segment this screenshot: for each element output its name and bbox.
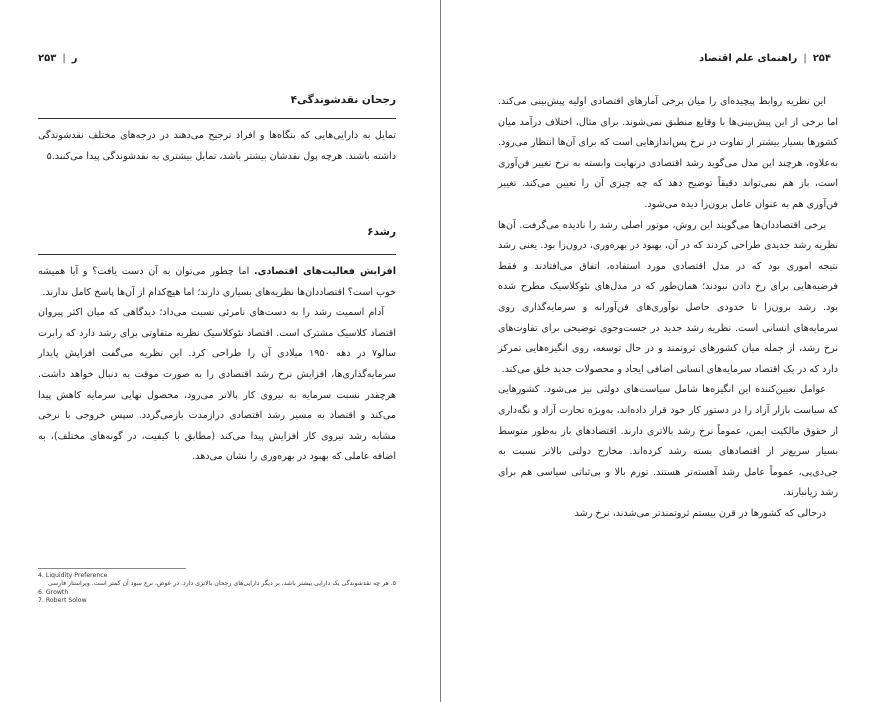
paragraph: برخی اقتصاددان‌ها می‌گویند این روش، موتور اصلی رشد را نادیده می‌گرفت. آن‌ها نظریه رشد جدیدی طراحی کردند که در آن، بهبود در بهره‌وری، درون‌زا بود. یعنی رشد نتیجه اموری بود که در مدل اقتصادی مورد استفاده، اتفاق می‌افتادند و فقط فرضیه‌هایی برای رخ دادن نبودند؛ همان‌طور که در مدل‌های نئوکلاسیک مطرح شده بود. رشد برون‌زا تا حدودی حاصل نوآوری‌های فن‌آورانه و سرمایه‌گذاری روی سرمایه‌های انسانی است. نظریه رشد جدید در جست‌وجوی توضیحی برای تفاوت‌های نرخ رشد، از جمله میان کشورهای ثروتمند و در حال توسعه، روی انگیزه‌هایی تمرکز دارد که در یک اقتصاد سرمایه‌های انسانی اضافی ایجاد و محصولات جدید خلق می‌کند. bbox=[498, 219, 838, 375]
paragraph: عوامل تعیین‌کننده این انگیزه‌ها شامل سیاست‌های دولتی نیز می‌شود. کشورهایی که سیاست بازار آزاد را در دستور کار خود قرار داده‌اند، به‌ویژه تجارت آزاد و نگه‌داری از حقوق مالکیت ایمن، عموماً نرخ رشد بالاتری دارند. اقتصادهای باز به‌طور متوسط بسیار سریع‌تر از اقتصادهای بسته رشد کرده‌اند. مخارج دولتی بالاتر نسبت به جی‌دی‌پی، عموماً عامل رشد آهسته‌تر هستند. تورم بالا و بی‌ثباتی سیاسی هم برای رشد زیانبارند. bbox=[498, 384, 838, 499]
footnote-divider bbox=[38, 568, 186, 569]
right-page-number: ۲۵۴ bbox=[812, 52, 831, 64]
footnote: ۵. هر چه نقدشوندگی یک دارایی بیشتر باشد، بر دیگر دارایی‌های رجحان بالاتری دارد. در عوض، نرخ سود آن کمتر است. ویراستار فارسی bbox=[47, 580, 396, 588]
paragraph: این نظریه روابط پیچیده‌ای را میان برخی آمارهای اقتصادی اولیه پیش‌بینی می‌کند. اما برخی از این پیش‌بینی‌ها با وقایع منطبق نمی‌شوند. برای مثال، اختلاف درآمد میان کشورها بسیار بیشتر از تفاوت در نرخ پس‌اندازهایی است که برای آن‌ها انتظار می‌رود. به‌علاوه، هرچند این مدل می‌گوید رشد اقتصادی درنهایت وابسته به نرخ تغییر فن‌آوری است، باز هم نمی‌تواند دقیقاً توضیح دهد که چه چیزی آن را تعیین می‌کند. تغییر فن‌آوری هم به عنوان عامل برون‌زا دیده می‌شود. bbox=[498, 96, 838, 210]
header-separator: | bbox=[803, 52, 807, 64]
right-page-body bbox=[498, 92, 838, 524]
footnote: 6. Growth bbox=[38, 588, 69, 596]
paragraph: تمایل به دارایی‌هایی که بنگاه‌ها و افراد ترجیح می‌دهند در درجه‌های مختلف نقدشوندگی داشته باشند. هرچه پول نقدشان بیشتر باشد، تمایل بیشتری به نقدشوندگی پیدا می‌کنند.۵ bbox=[38, 130, 396, 162]
header-separator: | bbox=[62, 52, 66, 64]
right-page bbox=[442, 0, 883, 702]
footnotes bbox=[38, 572, 396, 606]
paragraph bbox=[38, 262, 396, 303]
left-page-number: ۲۵۳ bbox=[38, 52, 57, 64]
entry-body-liquidity bbox=[38, 126, 396, 167]
entry-divider bbox=[38, 254, 396, 255]
chapter-letter: ر bbox=[71, 52, 78, 64]
entry-title-growth: رشد۶ bbox=[367, 226, 396, 238]
left-page bbox=[0, 0, 441, 702]
entry-body-growth bbox=[38, 262, 396, 468]
right-page-header bbox=[699, 50, 831, 66]
footnote: 7. Robert Solow bbox=[38, 597, 87, 605]
entry-title-liquidity: رجحان نقدشوندگی۴ bbox=[290, 94, 396, 106]
paragraph: درحالی که کشورها در قرن بیستم ثروتمندتر می‌شدند، نرخ رشد bbox=[574, 507, 826, 519]
footnote: 4. Liquidity Preference bbox=[38, 572, 108, 579]
entry-divider bbox=[38, 118, 396, 119]
paragraph: آدام اسمیت رشد را به دست‌های نامرئی نسبت می‌داد؛ دیدگاهی که میان اکثر پیروان اقتصاد کلاسیک مشترک است. اقتصاد نئوکلاسیک نظریه متفاوتی برای رشد دارد که رابرت سالو۷ در دهه ۱۹۵۰ میلادی آن را طراحی کرد. این نظریه می‌گفت افزایش پایدار سرمایه‌گذاری‌ها، افزایش نرخ رشد اقتصادی را به صورت موقت به دنبال خواهد داشت. هرچقدر نسبت سرمایه به نیروی کار بالاتر می‌رود، محصول نهایی سرمایه کاهش پیدا می‌کند و اقتصاد به مسیر رشد اقتصادی درازمدت بازمی‌گردد. سپس خروجی با نرخی مشابه رشد نیروی کار افزایش پیدا می‌کند (مطابق با کیفیت، در گونه‌های مختلف)، به اضافه عاملی که بهبود در بهره‌وری را نشان می‌دهد. bbox=[38, 307, 396, 463]
lead-phrase: افزایش فعالیت‌های اقتصادی. bbox=[254, 266, 396, 277]
book-title: راهنمای علم اقتصاد bbox=[698, 52, 798, 64]
left-page-header bbox=[38, 50, 77, 66]
paragraph-text: اما چطور می‌توان به آن دست یافت؟ و آیا همیشه خوب است؟ اقتصاددان‌ها نظریه‌های بسیاری دارند؛ اما هیچ‌کدام از آن‌ها پاسخ کامل ندارند. bbox=[38, 266, 396, 298]
